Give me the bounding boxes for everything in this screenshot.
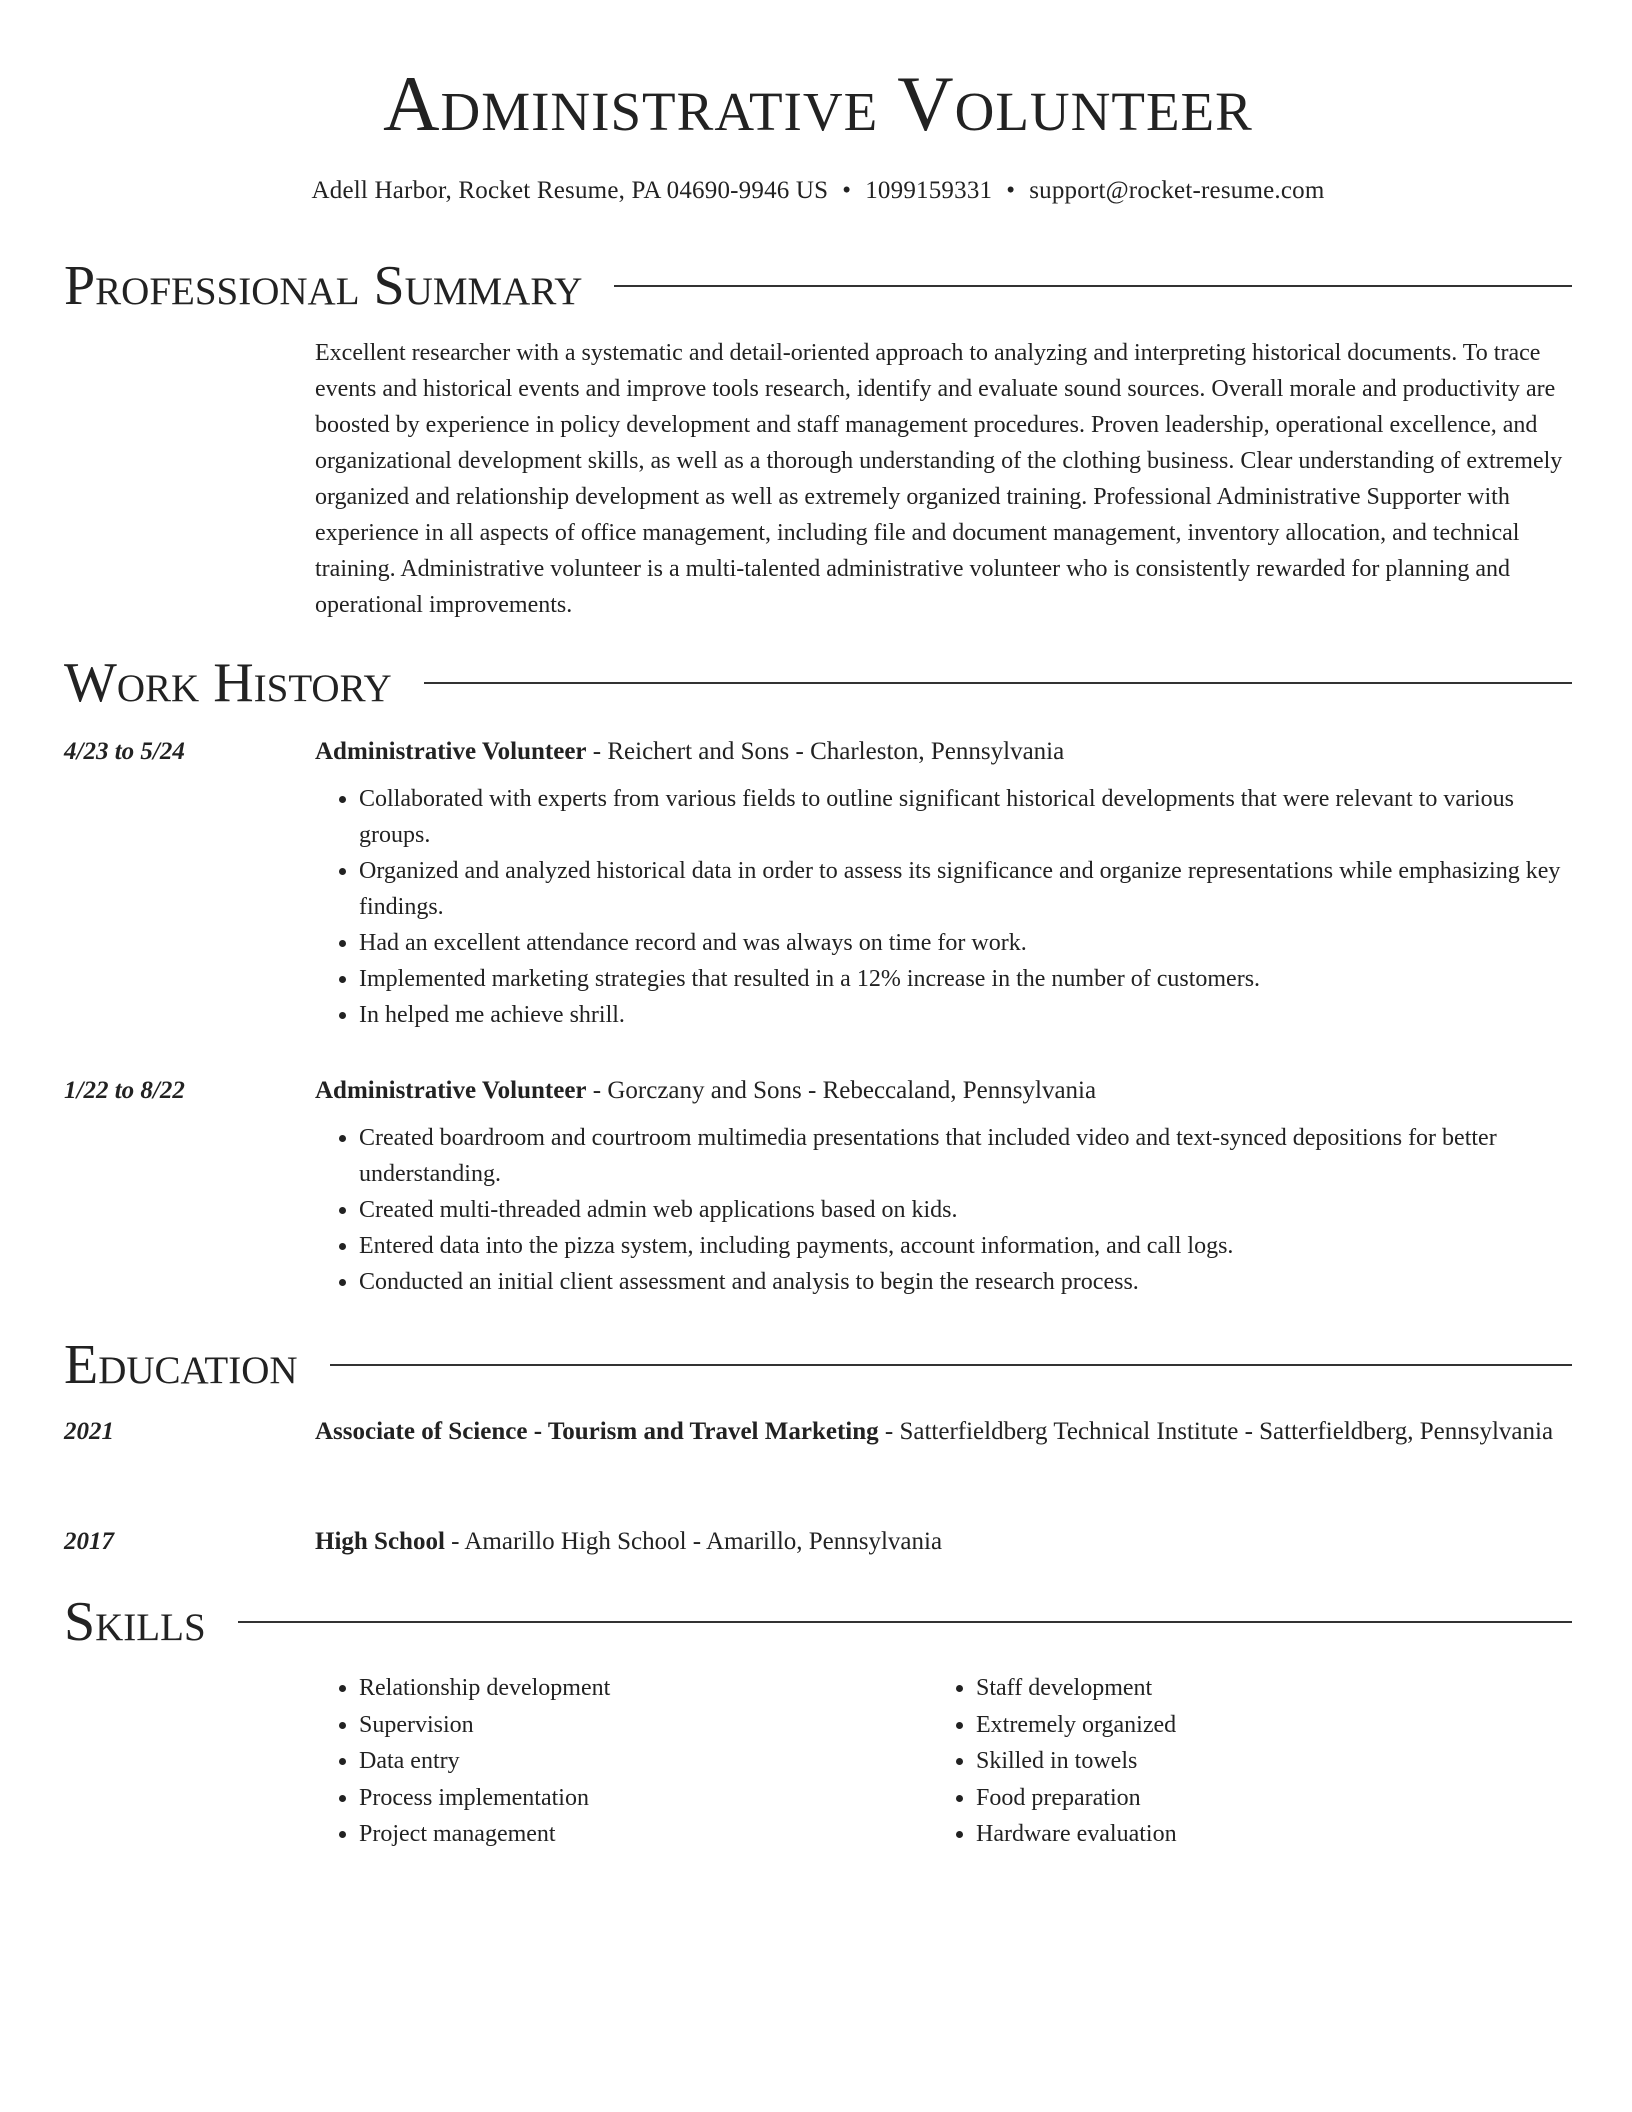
skill-item: • Hardware evaluation (976, 1816, 1549, 1853)
job-bullets (315, 1120, 1572, 1300)
skill-item: • Relationship development (359, 1670, 932, 1707)
job-bullet: • Had an excellent attendance record and was always on time for work. (359, 925, 1572, 961)
work-heading: Work History (64, 652, 392, 714)
job-bullet: • Conducted an initial client assessment and analysis to begin the research process. (359, 1264, 1572, 1300)
job-title-line (315, 733, 1572, 771)
skill-item: • Project management (359, 1816, 932, 1853)
summary-text: Excellent researcher with a systematic and detail-oriented approach to analyzing and interpreting historical documents. To trace events and historical events and improve tools research, identify and evaluate sound sources. Overall morale and productivity are boosted by experience in policy development and staff management procedures. Proven leadership, operational excellence, and organizational development skills, as well as a thorough understanding of the clothing business. Clear understanding of extremely organized and relationship development as well as extremely organized training. Professional Administrative Supporter with experience in all aspects of office management, including file and document management, inventory allocation, and technical training. Administrative volunteer is a multi-talented administrative volunteer who is consistently rewarded for planning and operational improvements. (315, 340, 1563, 618)
contact-email: support@rocket-resume.com (1029, 177, 1325, 204)
education-entry (64, 1413, 1572, 1451)
section-divider (614, 285, 1572, 287)
job-title: Administrative Volunteer (315, 738, 587, 765)
skill-item: • Extremely organized (976, 1707, 1549, 1744)
skills-section-heading (64, 1590, 1572, 1654)
job-bullets (315, 781, 1572, 1033)
skills-heading: Skills (64, 1591, 206, 1653)
job-title-line (315, 1072, 1572, 1110)
job-bullet: • Collaborated with experts from various fields to outline significant historical developments that were relevant to various groups. (359, 781, 1572, 853)
job-details: - Gorczany and Sons - Rebeccaland, Pennsylvania (586, 1077, 1097, 1104)
education-entry (64, 1523, 1572, 1561)
education-section-heading (64, 1333, 1572, 1397)
skills-column-left (315, 1670, 932, 1853)
job-entry (64, 733, 1572, 1033)
summary-section-heading (64, 254, 1572, 318)
job-bullet: • Implemented marketing strategies that resulted in a 12% increase in the number of customers. (359, 961, 1572, 997)
skill-item: • Data entry (359, 1743, 932, 1780)
section-divider (424, 682, 1572, 684)
contact-line (64, 174, 1572, 208)
job-dates: 4/23 to 5/24 (64, 738, 185, 765)
skill-item: • Skilled in towels (976, 1743, 1549, 1780)
summary-block (64, 335, 1572, 623)
skill-item: • Food preparation (976, 1780, 1549, 1817)
skills-column-right (932, 1670, 1549, 1853)
education-degree: Associate of Science - Tourism and Travel Marketing (315, 1418, 879, 1445)
education-year: 2017 (64, 1528, 114, 1555)
job-bullet: • Created boardroom and courtroom multimedia presentations that included video and text-synced depositions for better understanding. (359, 1120, 1572, 1192)
skill-item: • Staff development (976, 1670, 1549, 1707)
job-details: - Reichert and Sons - Charleston, Pennsylvania (586, 738, 1065, 765)
job-bullet: • Organized and analyzed historical data in order to assess its significance and organize representations while emphasizing key findings. (359, 853, 1572, 925)
contact-phone: 1099159331 (865, 177, 993, 204)
work-section-heading (64, 651, 1572, 715)
resume-name: Administrative Volunteer (383, 60, 1253, 147)
job-bullet: • Created multi-threaded admin web applications based on kids. (359, 1192, 1572, 1228)
education-details: - Amarillo High School - Amarillo, Pennsylvania (444, 1528, 943, 1555)
resume-page (64, 0, 1572, 1847)
contact-address: Adell Harbor, Rocket Resume, PA 04690-9946 US (311, 177, 829, 204)
education-details: - Satterfieldberg Technical Institute - Satterfieldberg, Pennsylvania (878, 1418, 1554, 1445)
education-title-line (315, 1413, 1572, 1451)
contact-separator: • (1006, 177, 1016, 204)
job-title: Administrative Volunteer (315, 1077, 587, 1104)
section-divider (330, 1364, 1572, 1366)
skill-item: • Process implementation (359, 1780, 932, 1817)
skills-list (315, 1670, 1572, 1853)
education-title-line (315, 1523, 1572, 1561)
job-dates: 1/22 to 8/22 (64, 1077, 185, 1104)
education-year: 2021 (64, 1418, 114, 1445)
section-divider (238, 1621, 1572, 1623)
contact-separator: • (842, 177, 852, 204)
education-heading: Education (64, 1334, 298, 1396)
job-bullet: • Entered data into the pizza system, including payments, account information, and call logs. (359, 1228, 1572, 1264)
education-degree: High School (315, 1528, 445, 1555)
summary-heading: Professional Summary (64, 255, 583, 317)
skill-item: • Supervision (359, 1707, 932, 1744)
job-bullet: • In helped me achieve shrill. (359, 997, 1572, 1033)
job-entry (64, 1072, 1572, 1300)
